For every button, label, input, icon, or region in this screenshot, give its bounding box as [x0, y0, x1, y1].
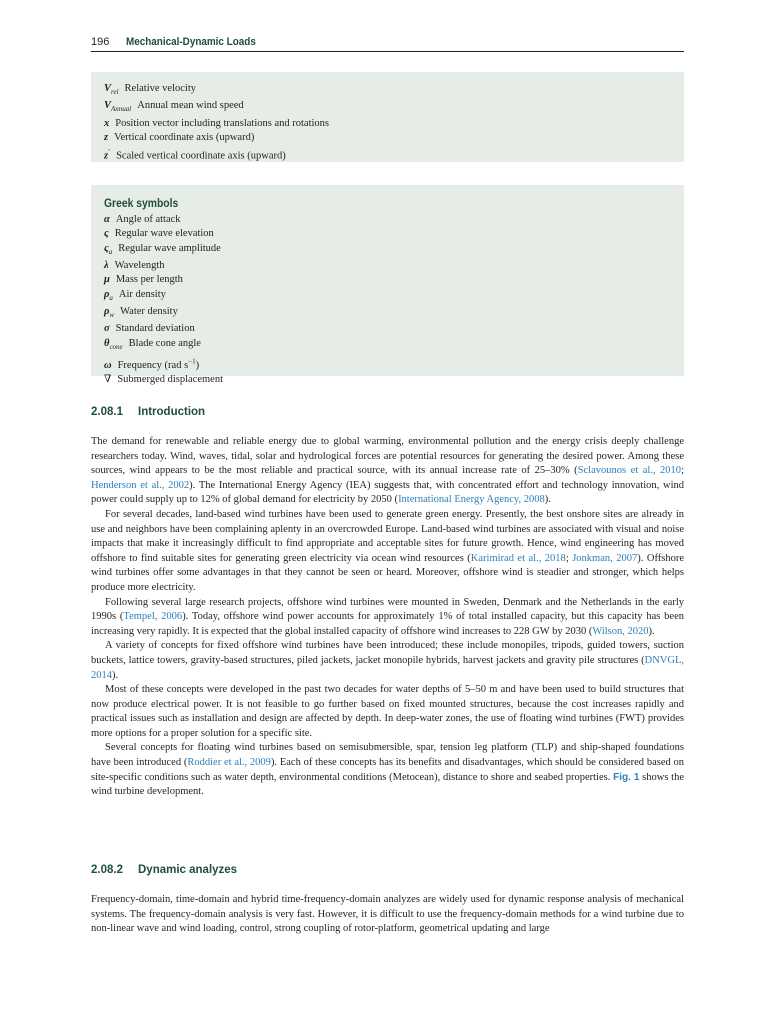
symbol: λ: [104, 259, 109, 271]
nomenclature-row: [104, 145, 672, 164]
symbol: α: [104, 214, 110, 225]
symbol: z: [104, 132, 109, 144]
citation-link[interactable]: DNVGL, 2014: [91, 654, 684, 681]
definition: Water density: [120, 305, 178, 317]
running-header: [91, 35, 684, 52]
symbol: $V_{rel}$: [104, 83, 119, 97]
definition: Relative velocity: [124, 83, 196, 94]
section-heading-introduction: [91, 406, 205, 418]
section-title: Introduction: [138, 406, 206, 418]
citation-link[interactable]: Karimirad et al., 2018: [470, 552, 566, 564]
citation-link[interactable]: Tempel, 2006: [123, 611, 183, 623]
paragraph: Following several large research projects, offshore wind turbines were mounted in Sweden, Denmark and the Netherlands in the early 1990s (Tempel, 2006). Today, offshore wind power accounts for approximately 1% of total installed capacity, but this capacity has been increasing very rapidly. It is expected that the global installed capacity of offshore wind increases to 228 GW by 2030 (Wilson, 2020).: [91, 596, 684, 637]
figure-link[interactable]: Fig. 1: [613, 771, 640, 783]
definition: Mass per length: [115, 274, 183, 286]
definition: Blade cone angle: [128, 337, 201, 349]
paragraph: Most of these concepts were developed in the past two decades for water depths of 5–50 m and have been used to build structures that now produce electrical power. It is not feasible to go further based on fixed mounted structures, because the cost increases rapidly and practical issues such as installation and design are affected by depth. In deep-water zones, the use of floating wind turbines (FWT) provides more options for a proper solution for a specific site.: [91, 684, 684, 739]
dynamic-analyzes-body: [91, 893, 684, 937]
definition: Frequency (rad $s^{-1}$): [117, 357, 200, 371]
nomenclature-row: [104, 242, 672, 259]
definition: Standard deviation: [115, 323, 195, 335]
paragraph: Several concepts for floating wind turbines based on semisubmersible, spar, tension leg platform (TLP) and ship-shaped foundations have been introduced (Roddier et al., 2009). Each of these concepts has its benefits and disadvantages, which should be considered based on site-specific conditions such as water depth, environmental conditions (Metocean), distance to shore and seabed properties. Fig. 1 shows the wind turbine development.: [91, 742, 685, 798]
nomenclature-row: [104, 288, 672, 305]
nomenclature-row: [104, 99, 672, 116]
definition: Annual mean wind speed: [137, 100, 244, 112]
introduction-body: [91, 435, 684, 800]
nomenclature-row: [104, 373, 672, 387]
citation-link[interactable]: Sclavounos et al., 2010: [577, 465, 682, 477]
symbol: ω: [104, 359, 112, 371]
paragraph: A variety of concepts for fixed offshore wind turbines have been introduced; these include monopiles, tripods, guided towers, suction buckets, lattice towers, gravity-based structures, piled jackets, jacket monopile hybrids, harvest jackets and gravity pile structures (DNVGL, 2014).: [91, 640, 684, 681]
section-number: 2.08.1: [91, 406, 123, 418]
symbol: ς: [104, 228, 109, 240]
citation-link[interactable]: Roddier et al., 2009: [187, 757, 271, 769]
definition: Angle of attack: [115, 214, 181, 225]
greek-symbols-box: [91, 185, 684, 385]
symbol: μ: [104, 274, 110, 286]
symbol: x: [104, 117, 110, 129]
page-number: 196: [91, 36, 110, 48]
paragraph: For several decades, land-based wind turbines have been used to generate green energy. Presently, the best onshore sites are already in use and neighbors have been complaining aplenty in an overcrowded Europe. Land-based wind turbines are associated with visual and noise impacts that make it increasingly difficult to find appropriate and acceptable sites for future growth. Hence, wind engineering has moved offshore to find suitable sites for generating green electricity via ocean wind resources (Karimirad et al., 2018; Jonkman, 2007). Offshore wind turbines offer some advantages in that they cannot be seen or heard. Moreover, offshore wind is steadier and stronger, which helps produce more electricity.: [91, 508, 684, 593]
definition: Regular wave elevation: [114, 228, 214, 240]
definition: Scaled vertical coordinate axis (upward): [116, 150, 286, 162]
paragraph: Frequency-domain, time-domain and hybrid time-frequency-domain analyzes are widely used for dynamic response analysis of mechanical systems. The frequency-domain analysis is very fast. However, it is difficult to use the frequency-domain methods for a wind turbine due to non-linear wave and wind loading, control, strong coupling of rotor-platform, geometrical updating and large: [91, 894, 684, 935]
definition: Air density: [118, 288, 166, 300]
definition: Submerged displacement: [117, 373, 223, 385]
citation-link[interactable]: Jonkman, 2007: [572, 552, 638, 564]
nomenclature-row: [104, 117, 672, 131]
definition: Position vector including translations and rotations: [115, 117, 330, 129]
definition: Regular wave amplitude: [118, 242, 221, 254]
running-title: Mechanical-Dynamic Loads: [126, 36, 256, 48]
nomenclature-box: [91, 72, 684, 162]
citation-link[interactable]: Wilson, 2020: [592, 625, 649, 637]
nomenclature-row: [104, 305, 672, 322]
nomenclature-row: [104, 82, 672, 99]
section-title: Dynamic analyzes: [138, 864, 238, 876]
symbol: z′: [104, 148, 111, 162]
citation-link[interactable]: Henderson et al., 2002: [91, 479, 190, 491]
section-number: 2.08.2: [91, 864, 123, 876]
nomenclature-row: [104, 273, 672, 287]
symbol: ∇: [104, 373, 112, 385]
greek-symbols-heading: Greek symbols: [104, 198, 179, 210]
definition: Wavelength: [114, 259, 165, 271]
symbol: σ: [104, 323, 110, 335]
symbol: $\rho_a$: [104, 288, 113, 302]
symbol: $\varsigma_a$: [104, 242, 113, 256]
definition: Vertical coordinate axis (upward): [114, 132, 255, 144]
symbol: $\rho_w$: [104, 305, 115, 320]
paragraph: The demand for renewable and reliable energy due to global warming, environmental pollution and the energy crisis deeply challenge researchers today. Wind, waves, tidal, solar and hydrological forces are potential resources for generating the desired power. Among these sources, wind appears to be the most reliable and practical source, with its annual increase rate of 25–30% (Sclavounos et al., 2010; Henderson et al., 2002). The International Energy Agency (IEA) suggests that, with concentrated effort and technology innovation, wind power could supply up to 12% of global demand for electricity by 2050 (International Energy Agency, 2008).: [91, 436, 684, 506]
symbol: $\theta_{cone}$: [104, 337, 123, 351]
nomenclature-row: [104, 337, 672, 354]
symbol: $V_{Annual}$: [104, 100, 132, 114]
nomenclature-row: [104, 227, 672, 241]
nomenclature-row: [104, 322, 672, 336]
nomenclature-row: [104, 259, 672, 273]
section-heading-dynamic-analyzes: [91, 864, 237, 876]
nomenclature-row: [104, 213, 672, 227]
citation-link[interactable]: International Energy Agency, 2008: [398, 494, 545, 506]
nomenclature-row: [104, 354, 672, 373]
nomenclature-row: [104, 131, 672, 145]
